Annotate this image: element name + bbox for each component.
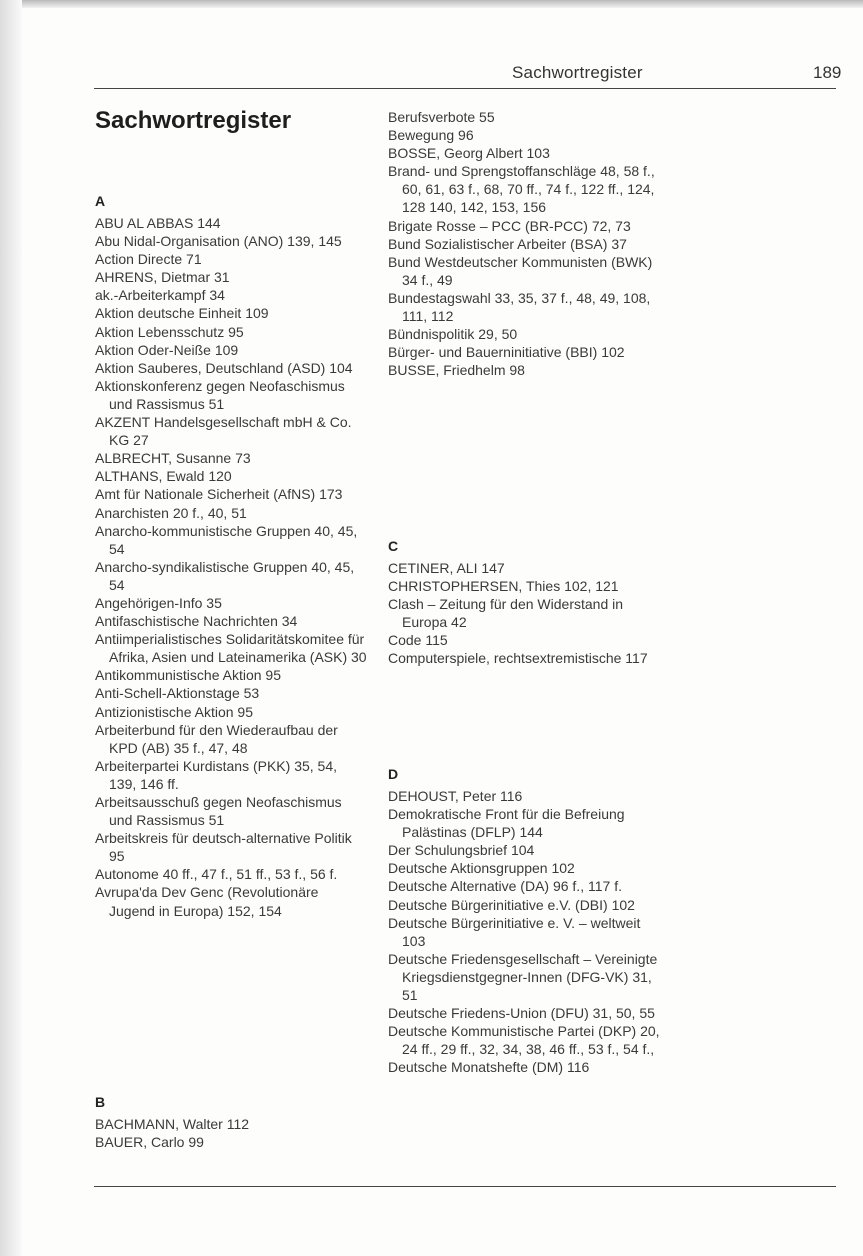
section-letter-d: D [388,766,399,782]
index-entry: Der Schulungsbrief 104 [388,842,535,859]
index-entry: Aktion Sauberes, Deutschland (ASD) 104 [95,359,353,376]
index-entry: Amt für Nationale Sicherheit (AfNS) 173 [95,486,343,503]
index-entry: Brand- und Sprengstoffanschläge 48, 58 f., 60, 61, 63 f., 68, 70 ff., 74 f., 122 ff., 124, 128 140, 142, 153, 156 [388,163,655,216]
entry-list-b [95,1115,367,1151]
index-entry: ABU AL ABBAS 144 [95,215,221,231]
index-entry: Demokratische Front für die Befreiung Palästinas (DFLP) 144 [388,806,625,841]
index-entry: Bewegung 96 [388,127,474,144]
section-b-continued [388,108,660,379]
index-entry: Anarcho-syndikalistische Gruppen 40, 45, 54 [95,558,355,593]
index-entry: Antizionistische Aktion 95 [95,703,253,720]
section-letter-b: B [95,1094,106,1110]
index-entry: Bürger- und Bauerninitiative (BBI) 102 [388,344,625,361]
index-entry: Antifaschistische Nachrichten 34 [95,613,298,630]
index-entry: Arbeitskreis für deutsch-alternative Politik 95 [95,830,352,865]
index-entry: Clash – Zeitung für den Widerstand in Europa 42 [388,596,624,631]
index-entry: Brigate Rosse – PCC (BR-PCC) 72, 73 [388,217,631,234]
index-entry: Bundestagswahl 33, 35, 37 f., 48, 49, 108, 111, 112 [388,289,651,325]
index-entry: Bund Westdeutscher Kommunisten (BWK) 34 f., 49 [388,253,653,288]
index-entry: CETINER, ALI 147 [388,560,505,576]
index-entry: AKZENT Handelsgesellschaft mbH & Co. KG 27 [95,414,352,449]
index-entry: AHRENS, Dietmar 31 [95,269,230,286]
index-entry: BOSSE, Georg Albert 103 [388,145,550,162]
index-entry: ALBRECHT, Susanne 73 [95,450,251,467]
index-entry: Anarchisten 20 f., 40, 51 [95,504,247,521]
index-entry: Anarcho-kommunistische Gruppen 40, 45, 54 [95,522,358,557]
index-entry: BAUER, Carlo 99 [95,1134,204,1151]
index-entry: Computerspiele, rechtsextremistische 117 [388,650,648,667]
index-entry: Deutsche Bürgerinitiative e.V. (DBI) 102 [388,896,635,913]
header-rule [94,88,836,89]
index-entry: DEHOUST, Peter 116 [388,788,523,804]
index-entry: Deutsche Kommunistische Partei (DKP) 20, 24 ff., 29 ff., 32, 34, 38, 46 ff., 53 f., 54 f., [388,1023,660,1058]
index-entry: Bund Sozialistischer Arbeiter (BSA) 37 [388,235,627,252]
index-entry: Deutsche Monatshefte (DM) 116 [388,1059,590,1076]
section-b [95,1093,367,1151]
index-entry: Aktion Lebensschutz 95 [95,323,244,340]
index-entry: CHRISTOPHERSEN, Thies 102, 121 [388,578,619,595]
index-entry: Deutsche Aktionsgruppen 102 [388,860,575,877]
index-entry: BACHMANN, Walter 112 [95,1116,250,1132]
footer-rule [94,1186,836,1187]
scan-top-shadow [0,0,863,8]
index-entry: ak.-Arbeiterkampf 34 [95,287,225,304]
index-entry: Arbeiterpartei Kurdistans (PKK) 35, 54, 139, 146 ff. [95,757,338,792]
section-a [95,192,367,920]
section-d [388,765,660,1077]
index-entry: Abu Nidal-Organisation (ANO) 139, 145 [95,233,342,250]
index-entry: Aktion deutsche Einheit 109 [95,305,269,322]
index-entry: Berufsverbote 55 [388,109,495,125]
index-entry: Code 115 [388,632,448,649]
index-entry: BUSSE, Friedhelm 98 [388,362,525,379]
index-entry: Autonome 40 ff., 47 f., 51 ff., 53 f., 56 f. [95,866,338,883]
index-entry: Avrupa'da Dev Genc (Revolutionäre Jugend in Europa) 152, 154 [95,884,319,919]
index-entry: Antiimperialistisches Solidaritätskomitee für Afrika, Asien und Lateinamerika (ASK) 30 [95,631,367,666]
index-entry: Aktionskonferenz gegen Neofaschismus und Rassismus 51 [95,377,345,412]
index-entry: Bündnispolitik 29, 50 [388,326,518,343]
entry-list-d [388,787,660,1077]
index-entry: Action Directe 71 [95,251,202,268]
index-entry: Arbeiterbund für den Wiederaufbau der KPD (AB) 35 f., 47, 48 [95,721,338,756]
index-entry: Deutsche Alternative (DA) 96 f., 117 f. [388,878,622,895]
scan-left-shadow [0,0,22,1256]
index-entry: Deutsche Bürgerinitiative e. V. – weltweit 103 [388,914,641,949]
page-number: 189 [813,63,842,82]
section-letter-c: C [388,538,399,554]
index-entry: Angehörigen-Info 35 [95,594,222,611]
section-c [388,537,660,668]
entry-list-c [388,559,660,668]
index-entry: Deutsche Friedensgesellschaft – Vereinigte Kriegsdienstgegner-Innen (DFG-VK) 31, 51 [388,950,658,1004]
entry-list-b-continued [388,108,660,379]
entry-list-a [95,214,367,920]
section-letter-a: A [95,193,106,209]
index-entry: Aktion Oder-Neiße 109 [95,341,239,358]
index-entry: Antikommunistische Aktion 95 [95,667,281,684]
index-entry: Arbeitsausschuß gegen Neofaschismus und Rassismus 51 [95,794,342,829]
index-entry: Deutsche Friedens-Union (DFU) 31, 50, 55 [388,1005,655,1022]
index-entry: Anti-Schell-Aktionstage 53 [95,685,260,702]
index-title: Sachwortregister [95,107,292,134]
index-entry: ALTHANS, Ewald 120 [95,468,232,485]
running-head: Sachwortregister [512,63,643,82]
